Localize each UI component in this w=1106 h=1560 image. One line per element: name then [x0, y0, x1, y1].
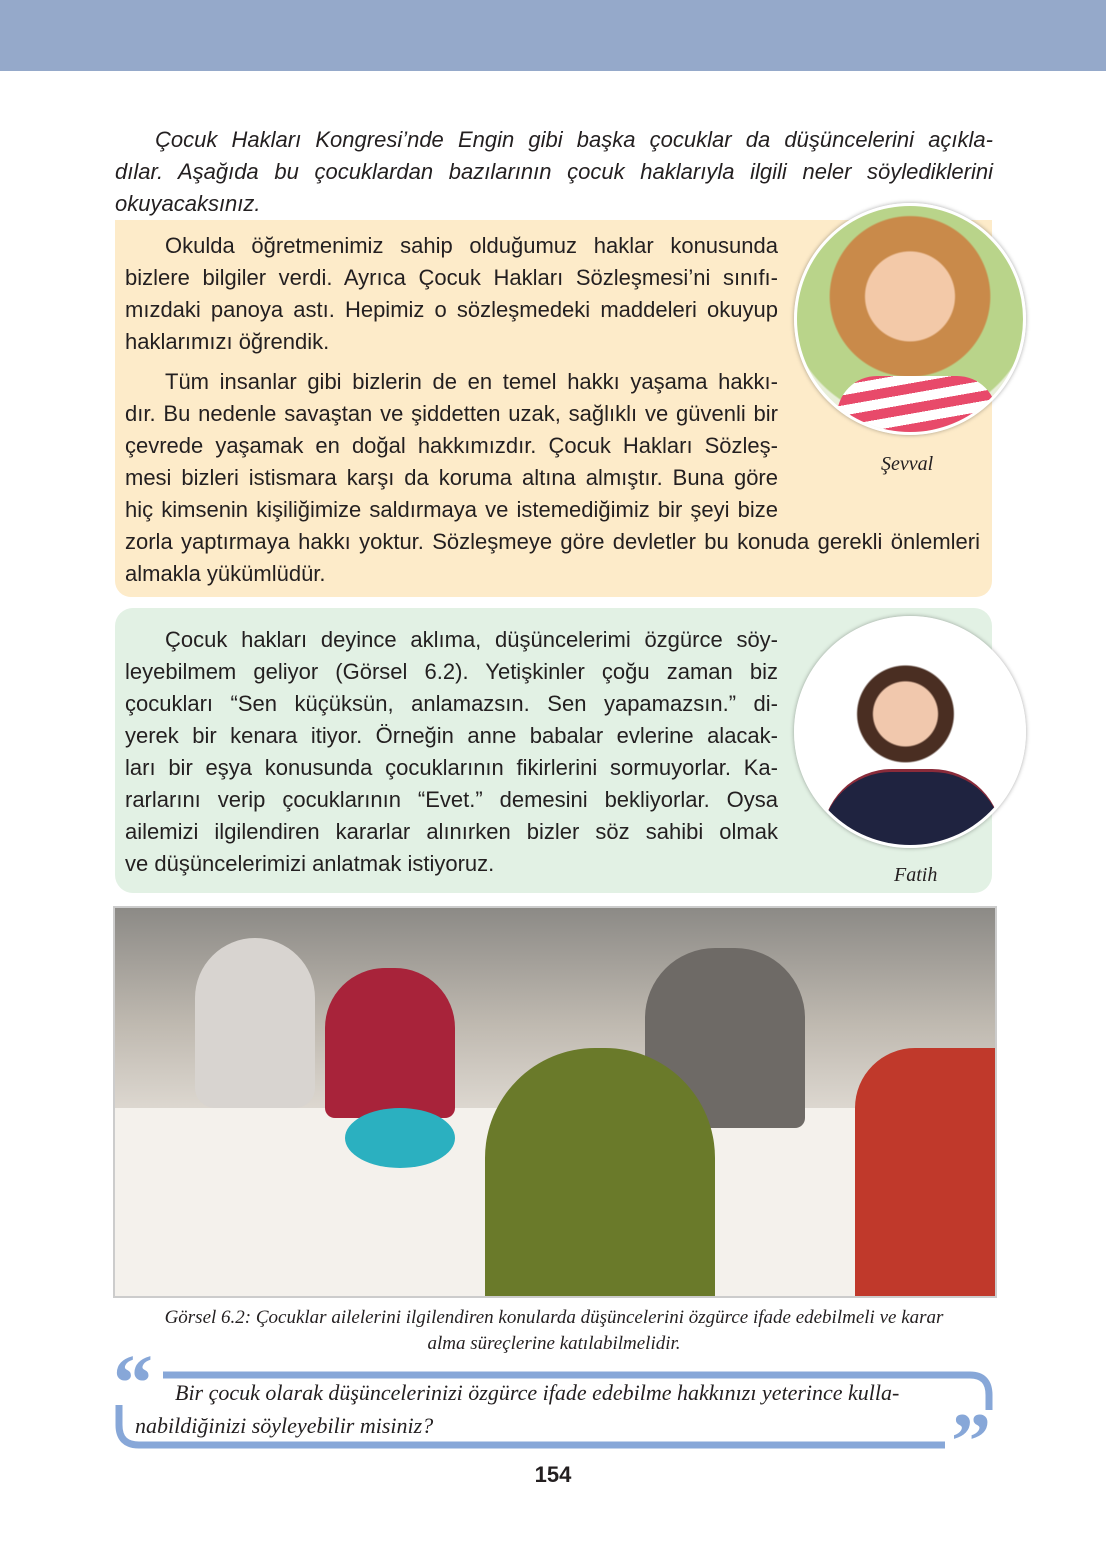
text-line: çevrede yaşamak en doğal hakkımızdır. Çocuk Hakları Sözleş- [125, 433, 778, 458]
text-line: bizlere bilgiler verdi. Ayrıca Çocuk Hakları Sözleşmesi’ni sınıfı- [125, 265, 778, 290]
text-line: ları bir eşya konusunda çocuklarının fikirlerini sormuyorlar. Ka- [125, 755, 778, 780]
sevval-portrait [794, 203, 1026, 435]
fatih-text [125, 624, 778, 880]
text-line: rarlarını verip çocuklarının “Evet.” demesini bekliyorlar. Oysa [125, 787, 778, 812]
text-line: yerek bir kenara itiyor. Örneğin anne babalar evlerine alacak- [125, 723, 778, 748]
text-line: Çocuk hakları deyince aklıma, düşüncelerimi özgürce söy- [165, 627, 778, 652]
text-line: hiç kimsenin kişiliğimize saldırmaya ve istemediğimiz bir şeyi bize [125, 497, 778, 522]
question-line: Bir çocuk olarak düşüncelerinizi özgürce ifade edebilme hakkınızı yeterince kulla- [175, 1380, 900, 1405]
intro-paragraph [115, 124, 993, 220]
text-line: leyebilmem geliyor (Görsel 6.2). Yetişkinler çoğu zaman biz [125, 659, 778, 684]
caption-line: Görsel 6.2: Çocuklar ailelerini ilgilendiren konularda düşüncelerini özgürce ifade edebilmeli ve karar [164, 1307, 944, 1328]
text-line: ailemizi ilgilendiren kararlar alınırken bizler söz sahibi olmak [125, 819, 778, 844]
text-line: Okulda öğretmenimiz sahip olduğumuz haklar konusunda [165, 233, 778, 258]
intro-line: Çocuk Hakları Kongresi’nde Engin gibi başka çocuklar da düşüncelerini açıkla- [155, 127, 993, 152]
question-line: nabildiğinizi söyleyebilir misiniz? [135, 1413, 434, 1438]
close-quote-icon: ” [951, 1398, 991, 1486]
text-line: zorla yaptırmaya hakkı yoktur. Sözleşmeye göre devletler bu konuda gerekli önlemleri [125, 529, 980, 554]
intro-line: okuyacaksınız. [115, 191, 261, 216]
intro-line: dılar. Aşağıda bu çocuklardan bazılarının çocuk haklarıyla ilgili neler söylediklerini [115, 159, 993, 184]
text-line: ve düşüncelerimizi anlatmak istiyoruz. [125, 851, 495, 876]
text-line: Tüm insanlar gibi bizlerin de en temel hakkı yaşama hakkı- [165, 369, 778, 394]
fatih-portrait [794, 616, 1026, 848]
family-dinner-photo [113, 906, 997, 1298]
text-line: mesi bizleri istismara karşı da koruma altına almıştır. Buna göre [125, 465, 778, 490]
text-line: haklarımızı öğrendik. [125, 329, 330, 354]
text-line: dır. Bu nedenle savaştan ve şiddetten uzak, sağlıklı ve güvenli bir [125, 401, 778, 426]
open-quote-icon: “ [113, 1340, 153, 1428]
text-line: çocukları “Sen küçüksün, anlamazsın. Sen yapamazsın.” di- [125, 691, 778, 716]
sevval-name: Şevval [881, 453, 934, 475]
fatih-name: Fatih [894, 864, 938, 886]
figure-caption [115, 1305, 993, 1357]
text-line: almakla yükümlüdür. [125, 561, 326, 586]
text-line: mızdaki panoya astı. Hepimiz o sözleşmedeki maddeleri okuyup [125, 297, 778, 322]
caption-line: alma süreçlerine katılabilmelidir. [427, 1333, 681, 1354]
header-band [0, 0, 1106, 71]
page-number: 154 [534, 1462, 572, 1487]
